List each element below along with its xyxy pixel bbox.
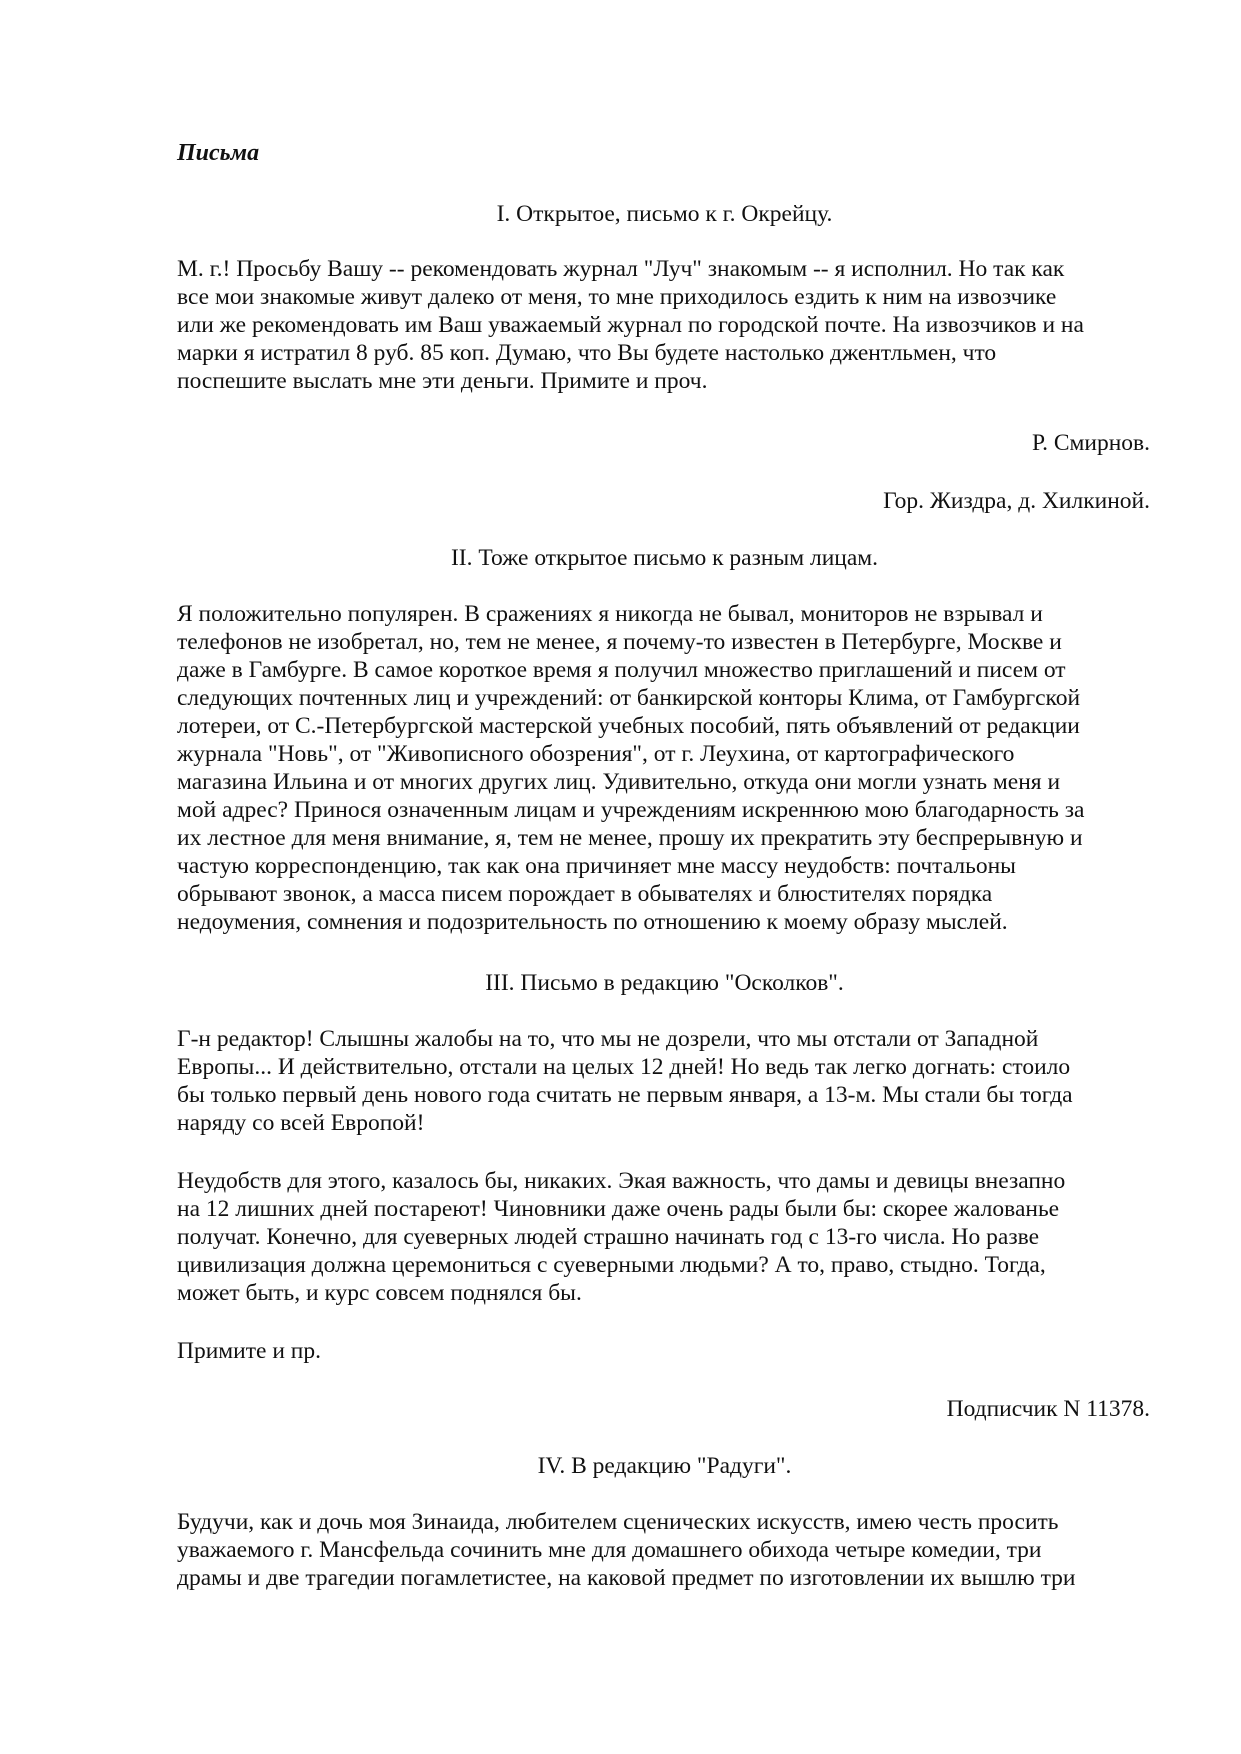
text-line: журнала "Новь", от "Живописного обозрения", от г. Леухина, от картографического — [177, 741, 1015, 767]
text-line: получат. Конечно, для суеверных людей страшно начинать год с 13-го числа. Но разве — [177, 1224, 1040, 1250]
text-line: поспешите выслать мне эти деньги. Примите и проч. — [177, 368, 708, 394]
text-line: лотереи, от С.-Петербургской мастерской учебных пособий, пять объявлений от редакции — [177, 713, 1080, 739]
text-line: или же рекомендовать им Ваш уважаемый журнал по городской почте. На извозчиков и на — [177, 312, 1084, 338]
text-line: Г-н редактор! Слышны жалобы на то, что мы не дозрели, что мы отстали от Западной — [177, 1026, 1039, 1052]
text-line: недоумения, сомнения и подозрительность по отношению к моему образу мыслей. — [177, 909, 1008, 935]
text-line: Будучи, как и дочь моя Зинаида, любителем сценических искусств, имею честь просить — [177, 1509, 1059, 1535]
text-line: может быть, и курс совсем поднялся бы. — [177, 1280, 582, 1306]
text-line: мой адрес? Принося означенным лицам и учреждениям искреннюю мою благодарность за — [177, 797, 1085, 823]
letter-4-heading: IV. В редакцию "Радуги". — [537, 1453, 792, 1479]
text-line: Я положительно популярен. В сражениях я никогда не бывал, мониторов не взрывал и — [177, 601, 1043, 627]
text-line: на 12 лишних дней постареют! Чиновники даже очень рады были бы: скорее жалованье — [177, 1196, 1060, 1222]
letter-1-address: Гор. Жиздра, д. Хилкиной. — [883, 488, 1150, 514]
text-line: цивилизация должна церемониться с суеверными людьми? А то, право, стыдно. Тогда, — [177, 1252, 1046, 1278]
text-line: их лестное для меня внимание, я, тем не менее, прошу их прекратить эту беспрерывную и — [177, 825, 1083, 851]
text-line: телефонов не изобретал, но, тем не менее, я почему-то известен в Петербурге, Москве и — [177, 629, 1062, 655]
letter-3-heading: III. Письмо в редакцию "Осколков". — [485, 970, 844, 996]
text-line: частую корреспонденцию, так как она причиняет мне массу неудобств: почтальоны — [177, 853, 1016, 879]
letter-1-heading: I. Открытое, письмо к г. Окрейцу. — [496, 201, 833, 227]
text-line: марки я истратил 8 руб. 85 коп. Думаю, что Вы будете настолько джентльмен, что — [177, 340, 997, 366]
letter-1-signature: Р. Смирнов. — [1031, 430, 1150, 456]
text-line: все мои знакомые живут далеко от меня, то мне приходилось ездить к ним на извозчике — [177, 284, 1057, 310]
document-title: Письма — [177, 140, 260, 166]
text-line: Примите и пр. — [177, 1338, 321, 1364]
letter-2-heading: II. Тоже открытое письмо к разным лицам. — [450, 545, 879, 571]
text-line: следующих почтенных лиц и учреждений: от банкирской конторы Клима, от Гамбургской — [177, 685, 1081, 711]
text-line: драмы и две трагедии погамлетистее, на каковой предмет по изготовлении их вышлю три — [177, 1565, 1076, 1591]
text-line: магазина Ильина и от многих других лиц. Удивительно, откуда они могли узнать меня и — [177, 769, 1061, 795]
text-line: Европы... И действительно, отстали на целых 12 дней! Но ведь так легко догнать: стоило — [177, 1054, 1071, 1080]
text-line: бы только первый день нового года считать не первым января, а 13-м. Мы стали бы тогда — [177, 1082, 1073, 1108]
text-line: Неудобств для этого, казалось бы, никаких. Экая важность, что дамы и девицы внезапно — [177, 1168, 1066, 1194]
text-line: даже в Гамбурге. В самое короткое время я получил множество приглашений и писем от — [177, 657, 1066, 683]
letter-3-signature: Подписчик N 11378. — [946, 1396, 1150, 1422]
text-line: наряду со всей Европой! — [177, 1110, 425, 1136]
text-line: уважаемого г. Мансфельда сочинить мне для домашнего обихода четыре комедии, три — [177, 1537, 1042, 1563]
text-line: обрывают звонок, а масса писем порождает в обывателях и блюстителях порядка — [177, 881, 993, 907]
text-line: М. г.! Просьбу Вашу -- рекомендовать журнал "Луч" знакомым -- я исполнил. Но так как — [177, 256, 1065, 282]
